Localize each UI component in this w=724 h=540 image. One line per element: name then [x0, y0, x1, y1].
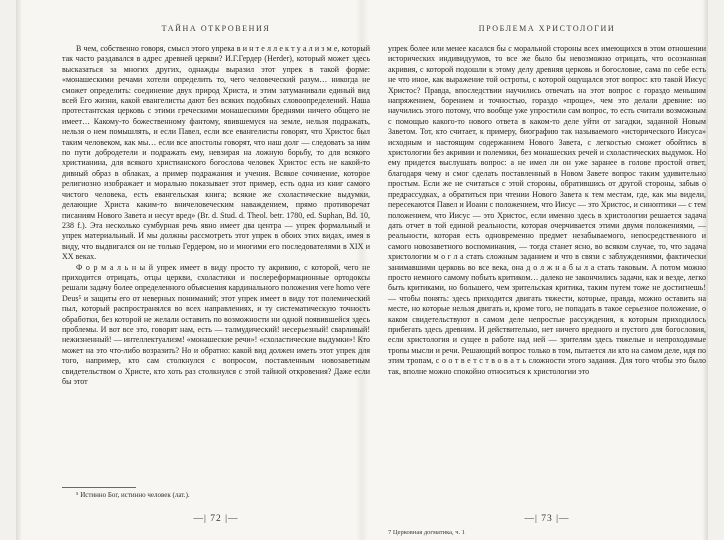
left-page: [62, 0, 370, 540]
right-page-number: —| 73 |—: [524, 514, 570, 524]
series-footer-note: 7 Церковная догматика, ч. 1: [388, 529, 466, 536]
left-page-number: —| 72 |—: [193, 514, 239, 524]
left-paragraph-1: В чем, собственно говоря, смысл этого упрека в и н т е л л е к т у а л и з м е, который так часто раздавался в адрес древней церкви? И.Г.Гердер (Herder), который может здесь высказаться за многих других, однажды выразил этот упрек в такой форме: «монашескими речами хотели определить то, чего человеческий разум… никогда не сможет определить: соединение двух природ Христа, и этим затуманивали единый вид всей Его жизни, какой евангелисты дают без всяких подобных словоопределений. Наша протестантская церковь с этими греческими монашескими бреднями ничего общего не имеет… Какому-то божественному фантому, явившемуся на земле, нельзя подражать, нельзя о нем помышлять, и если Павел, если все евангелисты говорят, что Христос был таким человеком, как мы… если все апостолы говорят, что наш долг — следовать за ним по пути добродетели и подражать ему, невзирая на ложную борьбу, то для всякого христианина, для всякого христианского богослова человек Христос есть не какой-то дивный образ в облаках, а пример подражания и учения. Всякое сочинение, которое религиозно изображает и морально показывает этот пример, есть одна из книг самого чистого человека, есть евангельская книга; всякие же схоластические выдумки, делающие Христа каким-то вничеловеческим наваждением, прямо противоречат писаниям Нового Завета и несут вред» (Br. d. Stud. d. Theol. betr. 1780, ed. Suphan, Bd. 10, 238 f.). Эта несколько сумбурная речь явно имеет два центра — упрек формальный и упрек материальный. И мы должны рассмотреть этот упрек в обоих этих видах, имея в виду, что выдвигался он не только Гердером, но и многими его последователями в XIX и XX веках.: [62, 44, 370, 262]
left-footnote: ⁵ Истинно Бог, истинно человек (лат.).: [76, 491, 190, 499]
left-paragraph-2: Ф о р м а л ь н ы й упрек имеет в виду просто ту акривию, с которой, чего не приходится отрицать, отцы церкви, схоластики и послереформационные ортодоксы решали задачу более определенного объяснения кардинального положения vere homo vere Deus⁵ и защиты его от неверных пониманий; этот упрек имеет в виду тот полемический пыл, который распространялся во всех направлениях, и ту систематическую точность обработки, без которой не желали оставить по возможности ни одной появившейся здесь проблемы. И вот все это, говорят нам, есть — талмудический! несерьезный! сварливый! нежизненный! — интеллектуализм! «монашеские речи»! «схоластические выдумки»! Кто может на это что-либо возразить? Но и обратно: какой вид должен иметь этот упрек для того, например, кто сам столкнулся с вопросом, поставленным новозаветным свидетельством о Христе, кто хоть раз столкнулся с этой тайной откровения? Даже если бы этот: [62, 262, 370, 386]
right-running-head: ПРОБЛЕМА ХРИСТОЛОГИИ: [478, 24, 616, 33]
left-body-text: [62, 44, 370, 387]
right-body-text: [388, 44, 706, 377]
right-page: [388, 0, 706, 540]
book-spread: [16, 0, 708, 540]
right-paragraph-1: упрек более или менее касался бы с моральной стороны всех имеющихся в этом отношении исторических индивидуумов, то все же было бы невозможно отрицать, что осознанная акривия, с которой подошли к этому делу древняя церковь и богословие, сама по себе есть не что иное, как выражение той остроты, с которой ощущался этот вопрос: кто такой Иисус Христос? Правда, впоследствии научились отвечать на этот вопрос с гораздо меньшим напряжением, борением и точностью, гораздо «проще», чем это делали древние: но научились этого потому, что вообще уже упростили сам вопрос, то есть считали возможным с помощью какого-то нового ответа в каком-то деле уйти от загадки, заданной Новым Заветом. Тот, кто считает, к примеру, биографию так называемого «исторического Иисуса» исходным и настоящим содержанием Нового Завета, с легкостью сможет обойтись в христологии без акривии и полемики, без монашеских речей и схоластических выдумок. Но ему придется выслушать вопрос: а не имел ли он уже заранее в голове простой ответ, благодаря чему и смог сделать поставленный в Новом Завете вопрос таким удивительно простым. Если же не считаться с этой стороны, обратившись от другой стороны, забыв о предрассудках, а обратиться при чтении Нового Завета к тем местам, где, как мы видели, пересекаются Павел и Иоанн с положением, что Иисус — это Христос, и синоптики — с тем положением, что Иисус — это Христос, если именно здесь в христологии решается задача дать отчет в той единой реальности, которая очерчивается этими двумя положениями, — реальности, которая есть одновременно предмет незабываемого, непосредственного и самого новозаветного воспоминания, — тогда станет ясно, во всяком случае, то, что задача христологии м о г л а стать сложным заданием и что в связи с заблуждениями, фактически занимавшими церковь во все века, она д о л ж н а б ы л а стать таковым. А потом можно просто немного самому побыть критиком… далеко не закончились задачи, как и везде, легко быть критиками, но большего, чем зрительская критика, таким путем тоже не достигнешь! — чтобы понять: здесь приходится двигать тяжести, которые, правда, можно оставить на месте, но которые нельзя двигать и, кроме того, не попадать в такое серьезное положение, о каком свидетельствуют в самом деле непростые рассуждения, к которым приходилось прибегать здесь древним. И действительно, нет ничего вредного и пустого для богословия, если христология и сущее в работе над ней — зрителям здесь тяжелые и непроходимые тропы мысли и речи. Решающий вопрос только в том, пытается ли кто на самом деле, идя по этим тропам, с о о т в е т с т в о в а т ь сложности этого задания. Для того чтобы это было так, вполне можно спокойно относиться к христологии это: [388, 44, 706, 376]
footnote-separator: [62, 487, 136, 488]
left-running-head: ТАЙНА ОТКРОВЕНИЯ: [161, 24, 271, 33]
